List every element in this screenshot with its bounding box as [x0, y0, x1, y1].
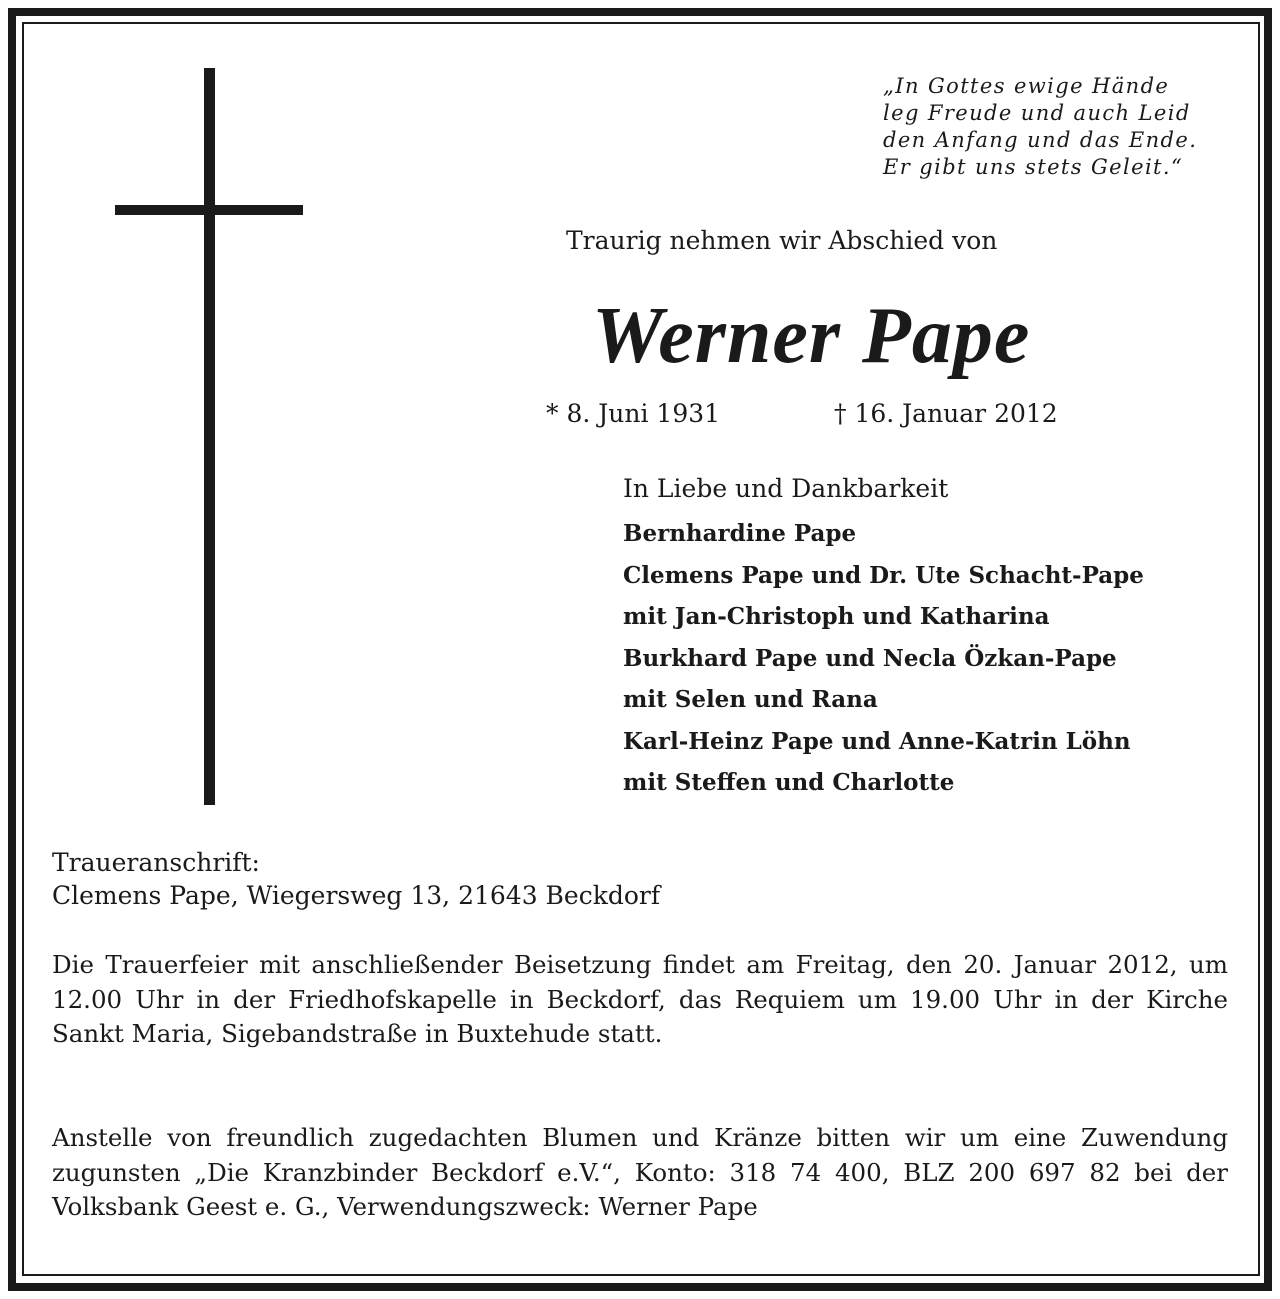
motto-line: Er gibt uns stets Geleit.“ [883, 155, 1184, 179]
mourner-line: mit Selen und Rana [623, 686, 878, 713]
motto-line: leg Freude und auch Leid [883, 101, 1191, 125]
death-date: † 16. Januar 2012 [834, 399, 1058, 428]
deceased-name: Werner Pape [592, 292, 1031, 380]
mourning-address [52, 846, 660, 912]
address-label: Traueranschrift: [52, 848, 260, 877]
mourner-line: mit Steffen und Charlotte [623, 769, 955, 796]
mourner-line: Burkhard Pape und Necla Özkan-Pape [623, 644, 1117, 672]
mourners-list [623, 515, 1144, 806]
birth-date: * 8. Juni 1931 [546, 399, 721, 428]
mourner-line: Karl-Heinz Pape und Anne-Katrin Löhn [623, 727, 1131, 755]
address-value: Clemens Pape, Wiegersweg 13, 21643 Beckdorf [52, 881, 661, 910]
cross-icon [204, 68, 215, 805]
mourner-line: Bernhardine Pape [623, 520, 857, 547]
donation-paragraph: Anstelle von freundlich zugedachten Blumen und Kränze bitten wir um eine Zuwendung zugunsten „Die Kranzbinder Beckdorf e.V.“, Konto: 318 74 400, BLZ 200 697 82 bei der Volksbank Geest e. G., Verwendungszweck: Werner Pape [52, 1123, 1228, 1221]
gratitude-text: In Liebe und Dankbarkeit [623, 474, 949, 503]
mourner-line: Clemens Pape und Dr. Ute Schacht-Pape [623, 561, 1144, 589]
intro-text: Traurig nehmen wir Abschied von [566, 226, 998, 255]
ceremony-paragraph: Die Trauerfeier mit anschließender Beisetzung findet am Freitag, den 20. Januar 2012, um 12.00 Uhr in der Friedhofskapelle in Beckdorf, das Requiem um 19.00 Uhr in der Kirche Sankt Maria, Sigebandstraße in Buxtehude statt. [52, 950, 1228, 1048]
motto-verse [883, 73, 1253, 181]
motto-line: „In Gottes ewige Hände [883, 74, 1170, 98]
motto-line: den Anfang und das Ende. [883, 128, 1198, 152]
mourner-line: mit Jan-Christoph und Katharina [623, 603, 1050, 630]
cross-icon-crossbar [115, 205, 303, 215]
